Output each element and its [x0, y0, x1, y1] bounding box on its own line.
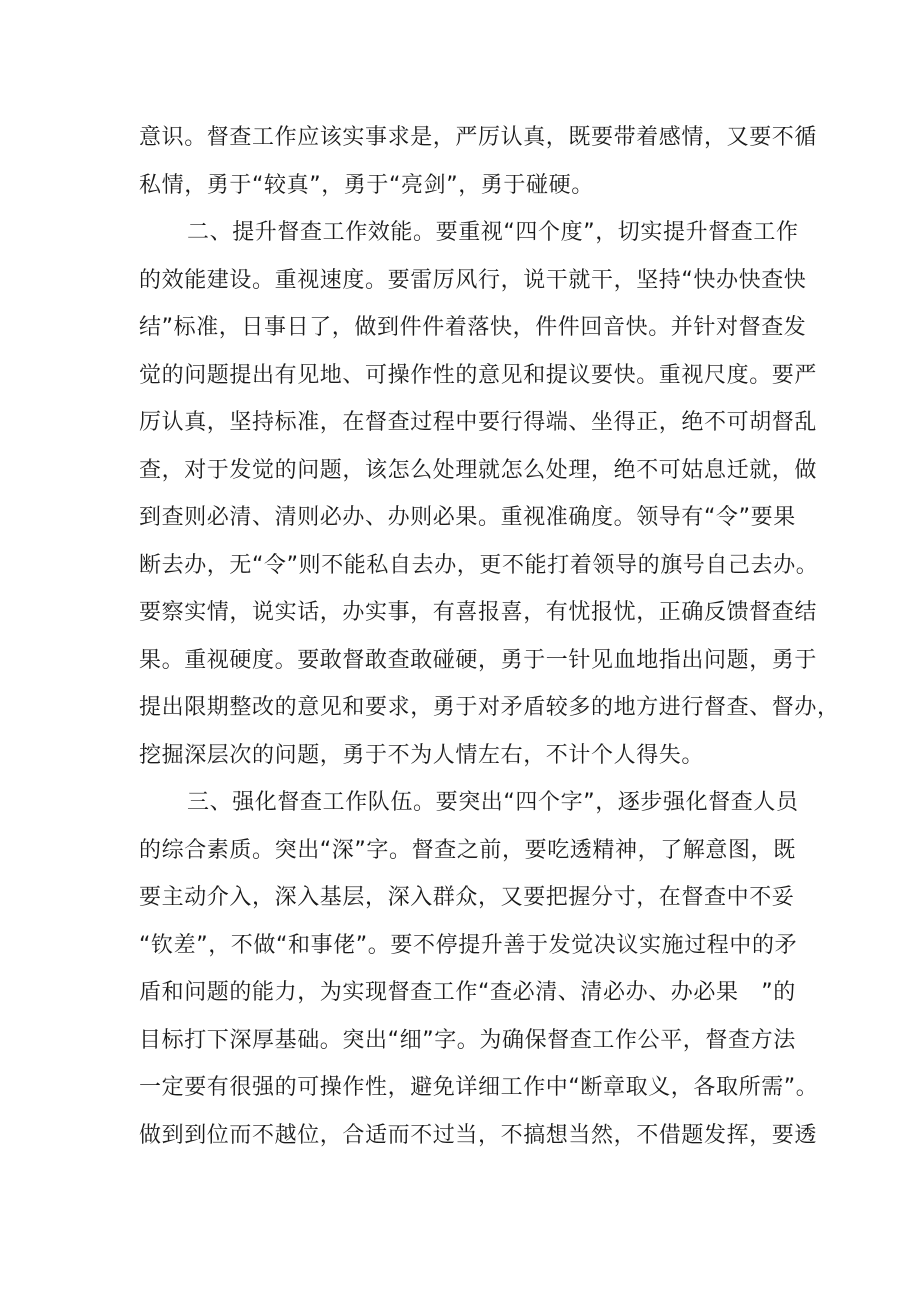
text-line: 私情，勇于“较真”，勇于“亮剑”，勇于碰硬。: [139, 172, 594, 198]
text-line: 到查则必清、清则必办、办则必果。重视准确度。领导有“令”要果: [139, 505, 796, 530]
text-line: 觉的问题提出有见地、可操作性的意见和提议要快。重视尺度。要严: [139, 362, 818, 388]
text-line: 要主动介入，深入基层，深入群众，又要把握分寸，在督查中不妥: [139, 885, 795, 910]
text-line: 提出限期整改的意见和要求，勇于对矛盾较多的地方进行督查、督办，: [139, 695, 840, 720]
text-line: 意识。督查工作应该实事求是，严厉认真，既要带着感情，又要不循: [139, 125, 818, 150]
text-line: 查，对于发觉的问题，该怎么处理就怎么处理，绝不可姑息迁就，做: [139, 457, 818, 483]
text-line: 挖掘深层次的问题，勇于不为人情左右，不计个人得失。: [139, 742, 705, 768]
text-line: 的综合素质。突出“深”字。督查之前，要吃透精神，了解意图，既: [139, 837, 796, 863]
body-text: [139, 114, 840, 1159]
text-line: 果。重视硬度。要敢督敢查敢碰硬，勇于一针见血地指出问题，勇于: [139, 647, 818, 673]
text-line: “钦差”，不做“和事佬”。要不停提升善于发觉决议实施过程中的矛: [139, 932, 798, 958]
text-line: 厉认真，坚持标准，在督查过程中要行得端、坐得正，绝不可胡督乱: [139, 410, 818, 435]
text-line: 一定要有很强的可操作性，避免详细工作中“断章取义，各取所需”。: [139, 1075, 819, 1100]
text-line: 断去办，无“令”则不能私自去办，更不能打着领导的旗号自己去办。: [139, 552, 819, 578]
section-heading-line: 二、提升督查工作效能。要重视“四个度”，切实提升督查工作: [187, 220, 799, 245]
text-line: 目标打下深厚基础。突出“细”字。为确保督查工作公平，督查方法: [139, 1027, 796, 1053]
text-line: 盾和问题的能力，为实现督查工作“查必清、清必办、办必果 ”的: [139, 980, 796, 1005]
text-line: 要察实情，说实话，办实事，有喜报喜，有忧报忧，正确反馈督查结: [139, 600, 818, 625]
section-heading-line: 三、强化督查工作队伍。要突出“四个字”，逐步强化督查人员: [187, 790, 799, 815]
text-line: 做到到位而不越位，合适而不过当，不搞想当然，不借题发挥，要透: [139, 1122, 818, 1148]
text-line: 的效能建设。重视速度。要雷厉风行，说干就干，坚持“快办快查快: [139, 267, 807, 293]
text-line: 结”标准，日事日了，做到件件着落快，件件回音快。并针对督查发: [139, 315, 807, 340]
